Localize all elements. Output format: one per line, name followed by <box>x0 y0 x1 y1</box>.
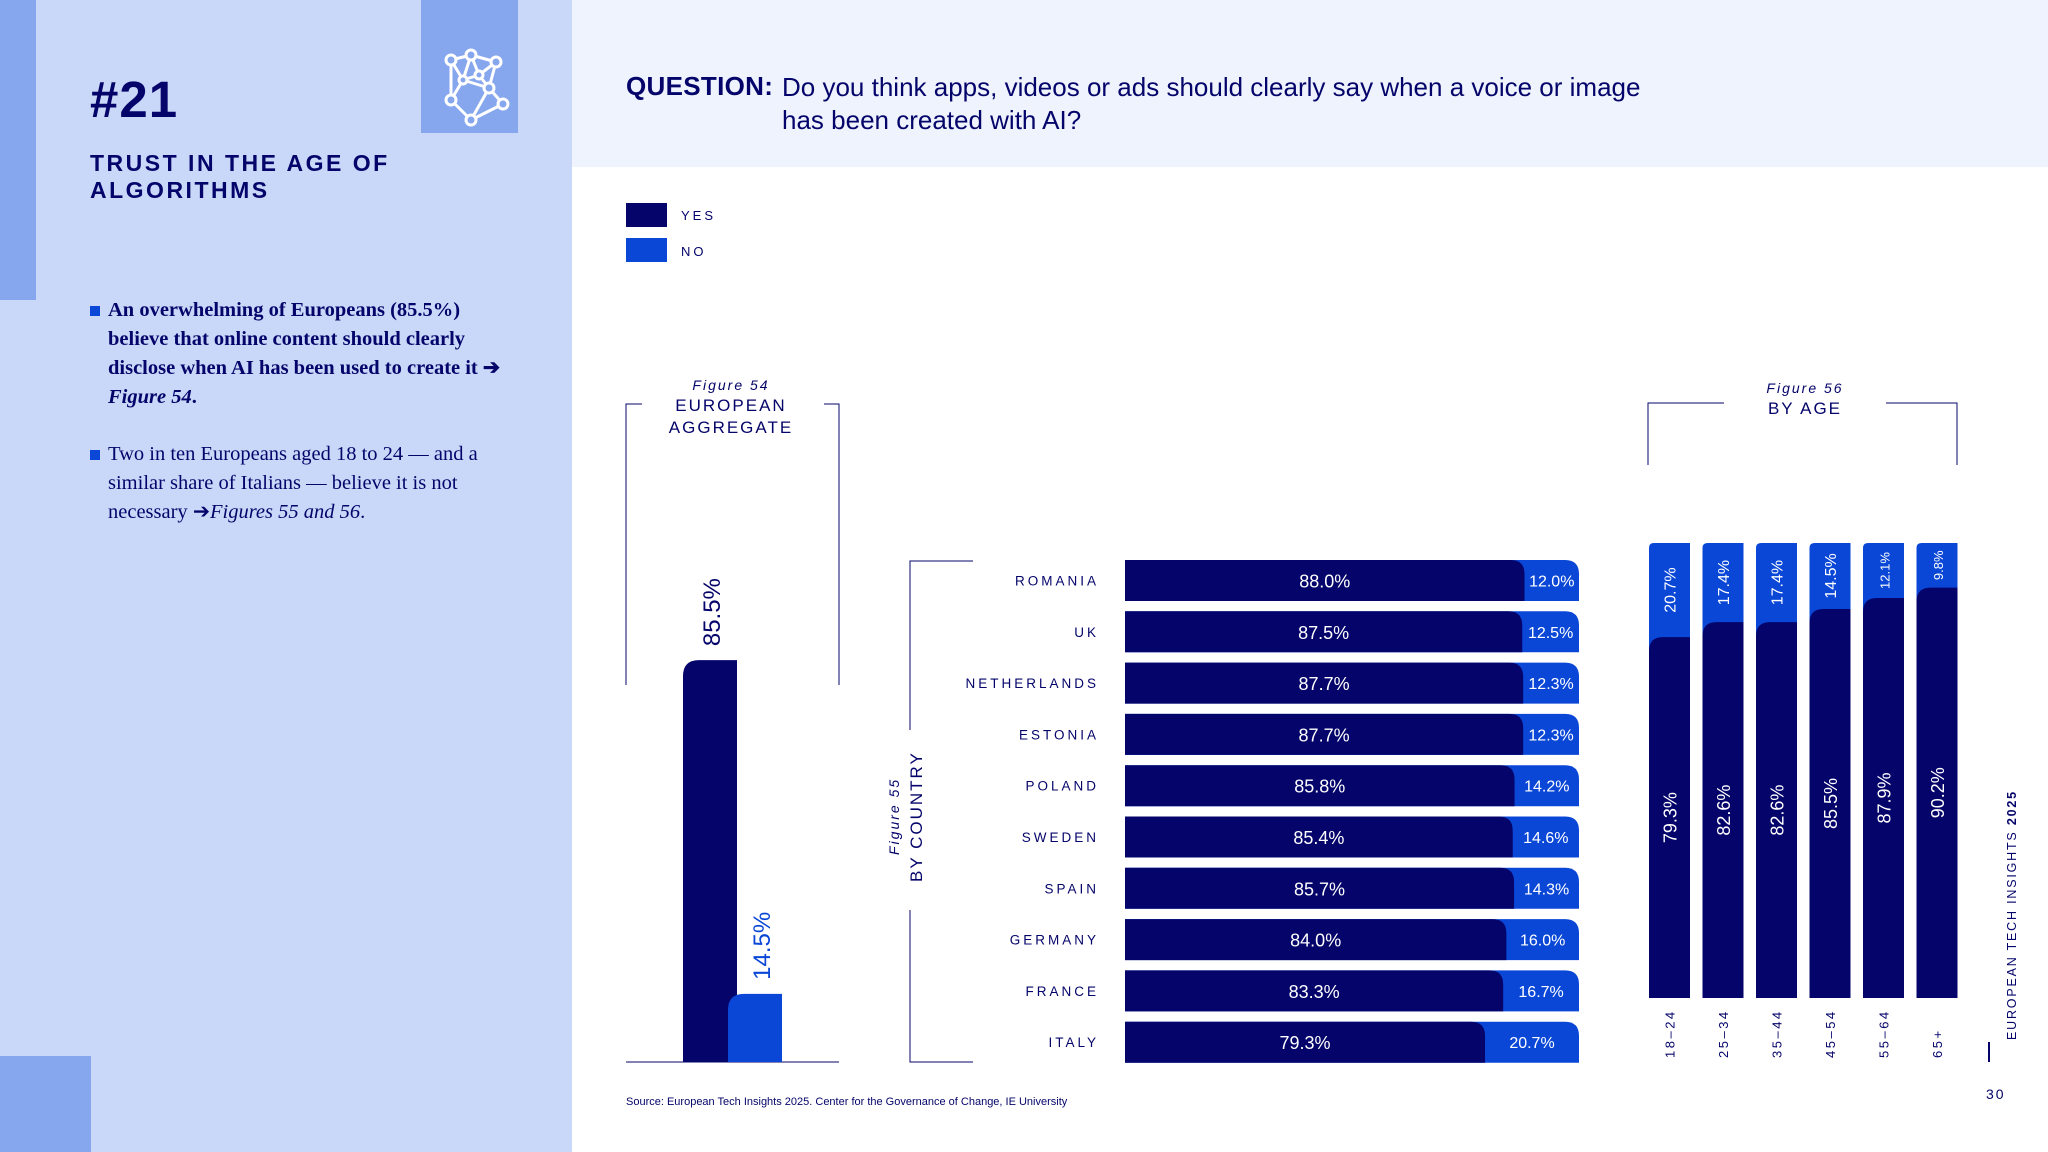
legend-label-yes: YES <box>681 208 717 223</box>
bar-yes <box>683 660 737 1062</box>
data-label-no: 17.4% <box>1769 559 1787 606</box>
data-label-no: 16.7% <box>1518 983 1564 1001</box>
data-label-no: 12.1% <box>1877 552 1893 589</box>
category-label: UK <box>1074 624 1099 640</box>
data-label-yes: 85.7% <box>1294 879 1346 900</box>
data-label-no: 12.5% <box>1527 624 1574 642</box>
category-label: SWEDEN <box>1021 830 1099 845</box>
data-label-yes: 90.2% <box>1928 767 1948 819</box>
data-label-no: 20.7% <box>1509 1035 1555 1053</box>
side-title-year: 2025 <box>2005 790 2019 826</box>
data-label-no: 14.2% <box>1524 778 1570 796</box>
category-label: 65+ <box>1930 1028 1945 1058</box>
bracket-line <box>1648 403 1724 465</box>
category-label: SPAIN <box>1044 881 1099 897</box>
category-label: NETHERLANDS <box>965 676 1099 692</box>
data-label-no: 17.4% <box>1716 559 1733 606</box>
section-number: #21 <box>90 71 179 128</box>
data-label-yes: 85.5% <box>1821 777 1841 830</box>
figure-label: Figure 55 <box>886 777 902 855</box>
data-label-yes: 88.0% <box>1299 571 1351 592</box>
category-label: 35–44 <box>1769 1009 1785 1058</box>
data-label-yes: 82.6% <box>1714 784 1734 836</box>
chart-title: BY COUNTRY <box>907 751 926 882</box>
data-label-no: 14.5% <box>1823 553 1840 599</box>
page-number: 30 <box>1986 1086 2006 1102</box>
bullet-text: An overwhelming of Europeans (85.5%) believe that online content should clearly disclose when AI has been used to create it <box>108 299 478 379</box>
side-report-title <box>2005 790 2019 1040</box>
bracket-line <box>910 561 973 730</box>
source-note: Source: European Tech Insights 2025. Center for the Governance of Change, IE University <box>626 1096 1068 1108</box>
question-text: Do you think apps, videos or ads should clearly say when a voice or image has been created with AI? <box>782 72 1641 135</box>
data-label-yes: 79.3% <box>1660 792 1681 844</box>
data-label-no: 12.3% <box>1528 727 1574 745</box>
data-label-no: 12.3% <box>1528 676 1574 694</box>
data-label-yes: 83.3% <box>1288 981 1340 1002</box>
figure-label: Figure 56 <box>1766 380 1844 396</box>
bar-no <box>728 994 782 1062</box>
data-label-yes: 85.8% <box>1294 776 1346 797</box>
data-label-no: 20.7% <box>1662 567 1680 613</box>
arrow-right-icon: ➔ <box>482 357 501 379</box>
bracket-line <box>626 404 642 685</box>
data-label-yes: 87.7% <box>1298 725 1350 746</box>
data-label-no: 14.3% <box>1523 881 1570 899</box>
chart-title: EUROPEAN <box>675 396 787 415</box>
data-label-yes: 82.6% <box>1767 784 1788 836</box>
data-label-no: 14.5% <box>749 911 776 980</box>
side-title-tick <box>1988 1042 1990 1062</box>
data-label-yes: 87.5% <box>1298 622 1350 643</box>
figure-reference: Figure 54 <box>108 386 192 408</box>
data-label-yes: 84.0% <box>1290 930 1342 951</box>
category-label: 45–54 <box>1823 1009 1838 1058</box>
category-label: POLAND <box>1025 778 1099 794</box>
data-label-yes: 85.4% <box>1293 828 1345 848</box>
arrow-right-icon: ➔ <box>192 501 210 523</box>
question-label: QUESTION: <box>626 71 774 101</box>
figure-reference: Figures 55 and 56 <box>210 501 361 523</box>
category-label: 55–64 <box>1876 1009 1892 1058</box>
category-label: ITALY <box>1048 1035 1099 1051</box>
data-label-yes: 87.9% <box>1874 772 1895 824</box>
section-title: TRUST IN THE AGE OF ALGORITHMS <box>90 150 390 203</box>
bracket-line <box>1886 403 1957 465</box>
figure-label: Figure 54 <box>692 377 770 393</box>
bracket-line <box>824 404 839 685</box>
chart-title: AGGREGATE <box>668 418 794 437</box>
bracket-line <box>910 910 973 1062</box>
category-label: 18–24 <box>1662 1009 1678 1058</box>
data-label-no: 9.8% <box>1931 550 1946 581</box>
legend-label-no: NO <box>681 244 707 259</box>
bullet-end: . <box>191 386 197 408</box>
chart-title: BY AGE <box>1767 399 1843 418</box>
category-label: GERMANY <box>1009 932 1099 948</box>
data-label-yes: 85.5% <box>699 578 726 647</box>
bullet-text: Two in ten Europeans aged 18 to 24 — and a similar share of Italians — believe it is not necessary <box>108 443 478 523</box>
category-label: FRANCE <box>1025 983 1099 999</box>
side-title-text: EUROPEAN TECH INSIGHTS <box>2005 830 2019 1040</box>
data-label-no: 12.0% <box>1529 573 1575 591</box>
category-label: ESTONIA <box>1018 727 1099 743</box>
data-label-no: 14.6% <box>1523 830 1569 847</box>
bullet-end: . <box>360 501 366 523</box>
data-label-no: 16.0% <box>1519 932 1566 950</box>
data-label-yes: 87.7% <box>1298 674 1350 695</box>
category-label: 25–34 <box>1716 1009 1731 1058</box>
category-label: ROMANIA <box>1014 573 1099 589</box>
data-label-yes: 79.3% <box>1279 1033 1331 1054</box>
